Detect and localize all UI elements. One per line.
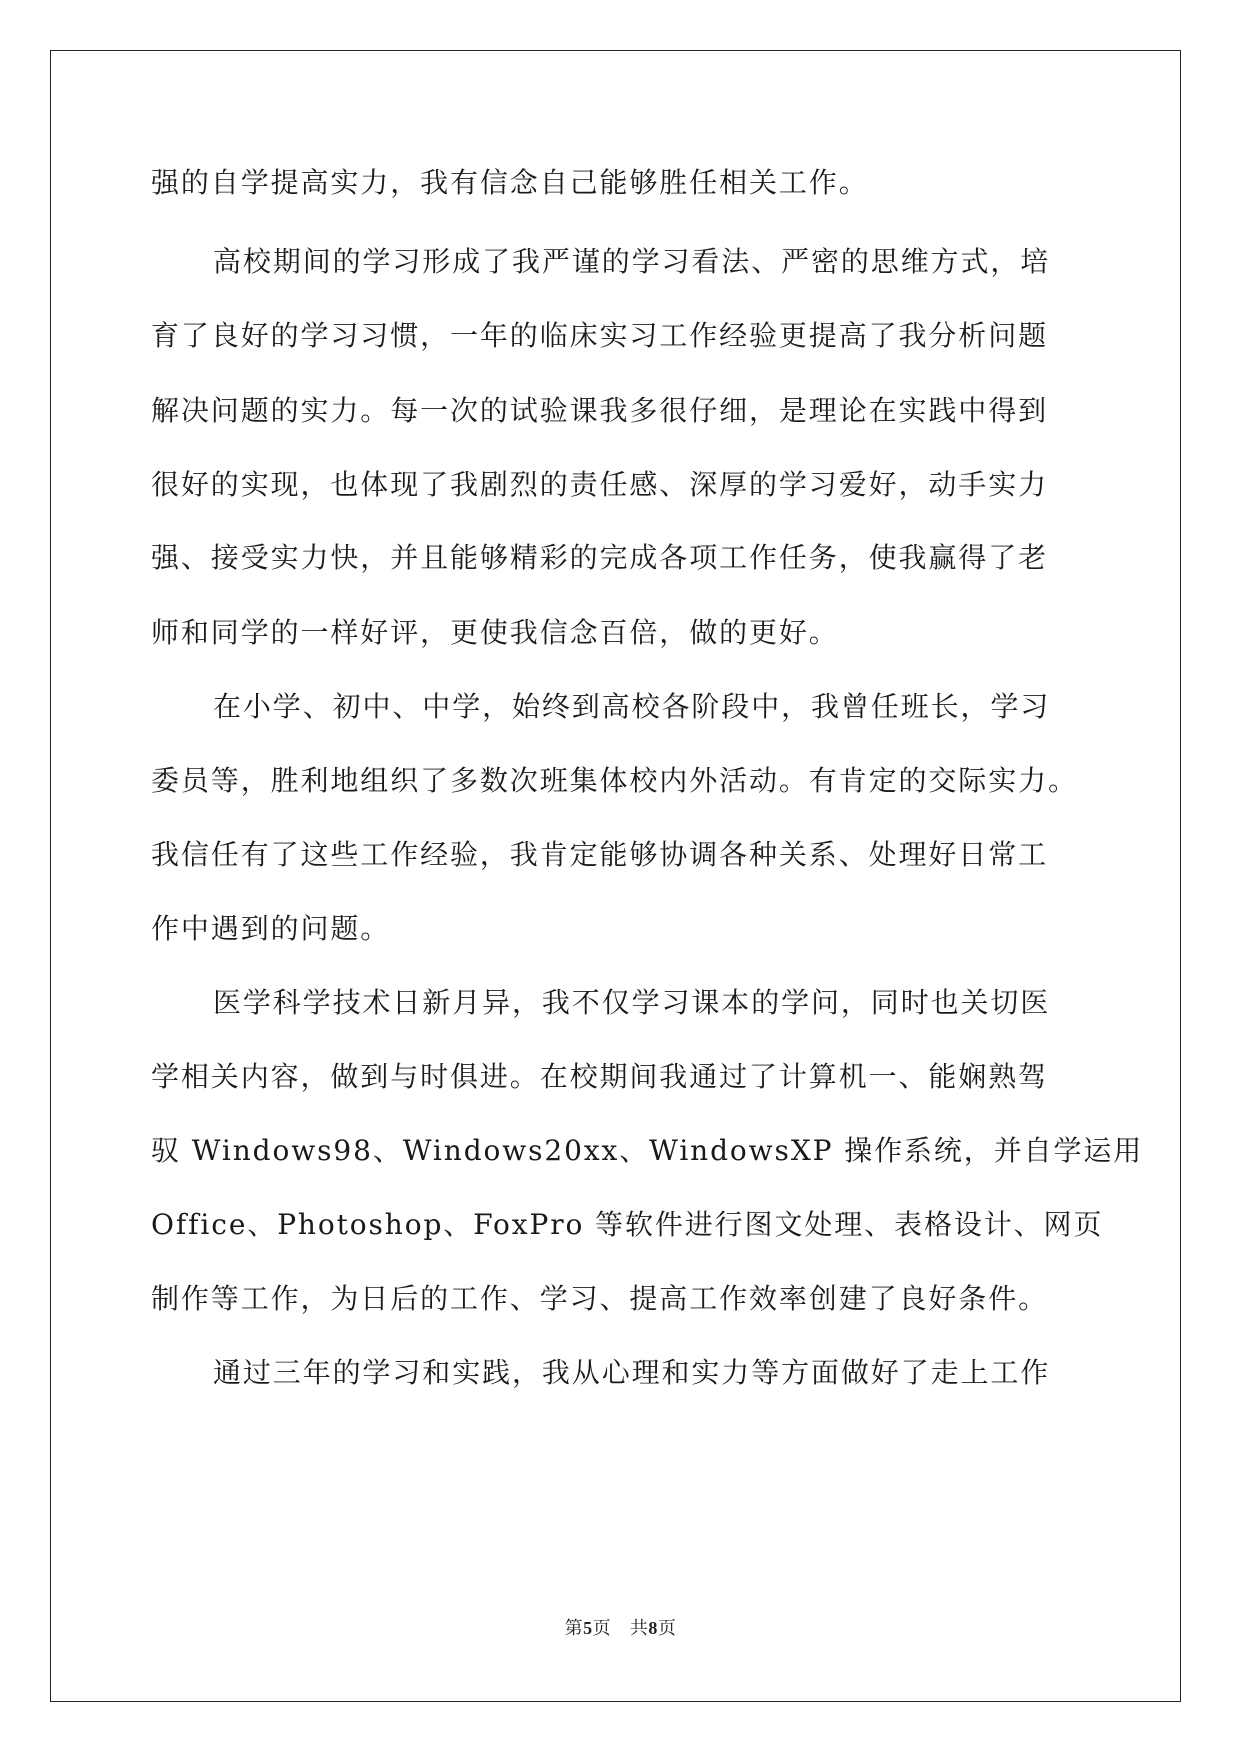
text-line: 很好的实现，也体现了我剧烈的责任感、深厚的学习爱好，动手实力: [151, 468, 1049, 501]
paragraph-first-line: 医学科学技术日新月异，我不仅学习课本的学问，同时也关切医: [213, 986, 1051, 1019]
text-line: 驭 Windows98、Windows20xx、WindowsXP 操作系统，并自学运用: [151, 1134, 1144, 1167]
total-prefix: 共: [629, 1618, 649, 1639]
text-line: 委员等，胜利地组织了多数次班集体校内外活动。有肯定的交际实力。: [151, 764, 1078, 797]
page-border: [50, 50, 1181, 1702]
page-number: 5: [583, 1618, 593, 1638]
total-suffix: 页: [657, 1618, 677, 1639]
text-line: 强的自学提高实力，我有信念自己能够胜任相关工作。: [151, 166, 869, 199]
text-line: 解决问题的实力。每一次的试验课我多很仔细，是理论在实践中得到: [151, 394, 1049, 427]
text-line: 师和同学的一样好评，更使我信念百倍，做的更好。: [151, 616, 839, 649]
page-prefix: 第: [564, 1618, 584, 1639]
total-pages: 8: [648, 1618, 658, 1638]
text-line: 育了良好的学习习惯，一年的临床实习工作经验更提高了我分析问题: [151, 319, 1049, 352]
page-footer: [0, 1614, 1241, 1640]
text-line: 学相关内容，做到与时俱进。在校期间我通过了计算机一、能娴熟驾: [151, 1060, 1049, 1093]
text-line: 作中遇到的问题。: [151, 912, 391, 945]
text-line: 制作等工作，为日后的工作、学习、提高工作效率创建了良好条件。: [151, 1282, 1049, 1315]
text-line: Office、Photoshop、FoxPro 等软件进行图文处理、表格设计、网页: [151, 1208, 1104, 1241]
paragraph-first-line: 高校期间的学习形成了我严谨的学习看法、严密的思维方式，培: [213, 245, 1051, 278]
paragraph-first-line: 通过三年的学习和实践，我从心理和实力等方面做好了走上工作: [213, 1356, 1051, 1389]
text-line: 强、接受实力快，并且能够精彩的完成各项工作任务，使我赢得了老: [151, 541, 1049, 574]
text-line: 我信任有了这些工作经验，我肯定能够协调各种关系、处理好日常工: [151, 838, 1049, 871]
page-suffix: 页: [592, 1618, 612, 1639]
paragraph-first-line: 在小学、初中、中学，始终到高校各阶段中，我曾任班长，学习: [213, 690, 1051, 723]
